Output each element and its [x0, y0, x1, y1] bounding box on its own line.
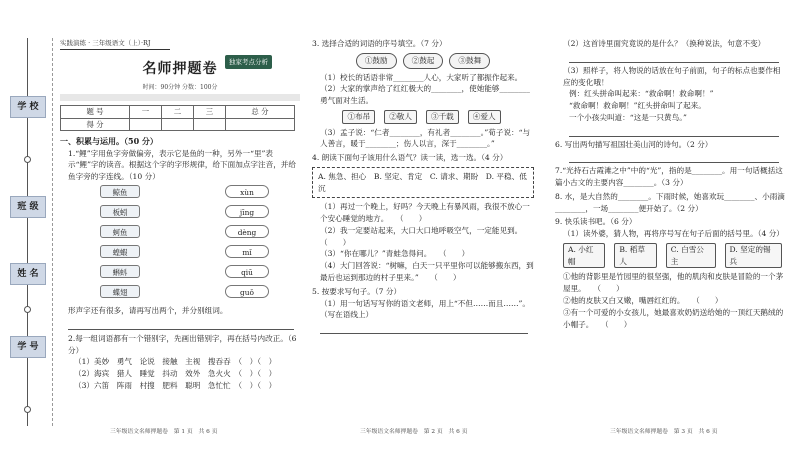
character-scroll[interactable]: 板蚓 [100, 205, 140, 218]
answer-line[interactable] [569, 52, 779, 63]
option-tag[interactable]: ①布吊 [342, 110, 375, 124]
score-table-header-row [61, 106, 295, 118]
example-line: “救命啊！救命啊！”红头拼命叫了起来。 [569, 101, 706, 111]
question-4-item: （3）“你在哪儿？”青蛙急得问。 （ ） [320, 249, 470, 259]
page-footer: 三年级语文名师押题卷 第 2 页 共 6 页 [360, 429, 468, 435]
answer-line[interactable] [569, 152, 779, 163]
score-header-cell: 总 分 [225, 106, 294, 118]
question-5-item: （3）照样子，将人物说的话放在句子前面，句子的标点也要作相应的变化哦！ [563, 65, 781, 87]
meta-bar [60, 94, 300, 101]
score-header-cell: 二 [162, 106, 194, 118]
exam-meta: 时间：90分钟 分数：100分 [142, 84, 218, 92]
question-3-options-2 [312, 110, 534, 124]
score-header-cell: 一 [130, 106, 162, 118]
binding-hole [24, 156, 31, 163]
answer-line[interactable] [68, 319, 294, 330]
question-4-item: （1）再过一个晚上，好吗？今天晚上有暴风雨，我很不放心一个安心睡觉的地方。 （ ） [320, 202, 530, 224]
example-line: 例：红头拼命叫起来：“救命啊！救命啊！” [569, 89, 714, 99]
question-7-text: 7.“光持石古霞滩之中”中的“光”，指的是________。用一句话概括这篇小古文的主要内容________。（3 分） [555, 166, 783, 188]
name-field-label: 姓 名 [10, 263, 46, 285]
page-footer: 三年级语文名师押题卷 第 1 页 共 6 页 [110, 429, 218, 435]
score-table-row [61, 118, 295, 130]
character-scroll[interactable]: 蚵鱼 [100, 225, 140, 238]
school-field-label: 学 校 [10, 96, 46, 118]
question-2-row: （1）美妙 勇气 论说 接触 主视 搜吞吞 （ ）（ ） [74, 357, 277, 367]
question-4-text: 4. 朗读下面句子该用什么语气？读一读，选一选。（4 分） [312, 153, 508, 163]
question-3-item: （3）孟子说：“仁者________，有礼者________。”荀子说：“与人善言，暖于________；伤人以言，深于________。” [320, 127, 531, 149]
question-4-item: （2）我一定要站起来，大口大口地呼吸空气，一定能见到。 （ ） [320, 225, 534, 247]
choice-tag[interactable]: B. 稻草人 [614, 243, 656, 269]
character-scroll[interactable]: 蝌蚪 [100, 265, 140, 278]
score-input-cell[interactable] [225, 118, 294, 130]
page-2-column [312, 38, 534, 336]
character-scroll[interactable]: 蝶翅 [100, 285, 140, 298]
question-4-options-box: A. 焦急、担心 B. 坚定、肯定 C. 请求、期盼 D. 平稳、低沉 [312, 167, 534, 199]
question-9-item: ②他的皮肤又白又嫩，嘴唇红红的。 （ ） [563, 296, 723, 306]
class-field-label: 班 级 [10, 196, 46, 218]
option-tag[interactable]: ②敬人 [384, 110, 417, 124]
question-3-item: （1）校长的话语非常________人心，大家听了都振作起来。 [320, 72, 523, 82]
choice-tag[interactable]: A. 小红帽 [563, 243, 605, 269]
page-title: 名师押题卷 [142, 61, 218, 78]
question-3-text: 3. 选择合适的词语的序号填空。（7 分） [312, 39, 447, 48]
question-8-text: 8. 水，是大自然的________。下雨时候，她喜欢玩________、小雨滴________，一场________便开始了。（2 分） [555, 191, 785, 213]
score-table [60, 105, 295, 131]
student-id-field-label: 学 号 [10, 336, 46, 358]
score-input-cell[interactable] [193, 118, 225, 130]
score-header-cell: 题 号 [61, 106, 130, 118]
question-9-item: ①他的背影里是竹园里的很坚强，他的肌肉和皮肤是冒险的一个茅屋里。 （ ） [563, 272, 784, 294]
question-9-choices [555, 243, 785, 269]
page-footer: 三年级语文名师押题卷 第 3 页 共 6 页 [610, 429, 718, 435]
question-2-row: （3）六笛 阵雨 村搜 肥料 聪明 急忙忙 （ ）（ ） [74, 380, 277, 390]
pinyin-cloud[interactable]: guǒ [225, 285, 269, 298]
question-3-options [312, 53, 534, 69]
answer-line[interactable] [320, 323, 528, 334]
page-1-column [60, 38, 300, 392]
option-cloud[interactable]: ③鼓舞 [449, 53, 490, 69]
question-3-item: （2）大家的掌声给了红红极大的________，使她能够________勇气面对生活。 [320, 84, 530, 106]
series-label: 实践演练 · 三年级语文（上）·RJ [60, 38, 170, 50]
score-header-cell: 三 [193, 106, 225, 118]
choice-tag[interactable]: D. 坚定的锡兵 [725, 243, 782, 269]
option-cloud[interactable]: ①鼓励 [356, 53, 397, 69]
pinyin-cloud[interactable]: qiū [225, 265, 269, 278]
answer-line[interactable] [569, 126, 779, 137]
question-2-row: （2）海宾 猎人 睡觉 抖动 效外 急火火 （ ）（ ） [74, 369, 277, 379]
practice-line: 一个小孩尖叫道：“这是一只黄鸟。” [569, 112, 687, 122]
pinyin-cloud[interactable]: xùn [225, 185, 269, 198]
matching-area [60, 183, 300, 305]
section-heading: 一、积累与运用。（50 分） [60, 136, 158, 147]
question-9-sub: （1）读外婆，猜人物，再将序号写在句子后面的括号里。（4 分） [563, 229, 784, 239]
score-input-cell[interactable] [162, 118, 194, 130]
score-row-label: 得 分 [61, 118, 130, 130]
question-1-text: 1.“鲤”字用鱼字旁做偏旁，表示它是鱼的一种，另外一“里”表示“鲤”字的读音。根据这个字的字形规律，给下面加点字注音，并给鱼字旁的字连线。（10 分） [68, 148, 296, 182]
character-scroll[interactable]: 鲸鱼 [100, 185, 140, 198]
question-2-text: 2.每一组词语都有一个错别字，先画出错别字，再在括号内改正。（6 分） [68, 333, 297, 355]
question-5-item: （2）这首诗里面究竟说的是什么？（换种说法，句意不变） [563, 39, 766, 48]
question-1-tail: 形声字还有很多，请再写出两个，并分别组词。 [68, 305, 228, 315]
title-banner [60, 53, 300, 83]
option-tag[interactable]: ④爱人 [468, 110, 501, 124]
question-4-item: （4）大门回答说：“树嘛，白天一只平里你可以能够搬东西，到最后也运到那边的村子里来。” （ ） [320, 261, 534, 283]
question-5-item: （1）用一句话写写你的语文老师，用上“不但……而且……”。（写在语线上） [320, 298, 531, 320]
question-6-text: 6. 写出两句描写祖国壮美山河的诗句。（2 分） [555, 139, 713, 149]
exam-badge: 独家考点分析 [225, 55, 272, 69]
binding-hole [24, 306, 31, 313]
cut-line [52, 38, 53, 426]
score-input-cell[interactable] [130, 118, 162, 130]
question-5-text: 5. 按要求写句子。（7 分） [312, 286, 402, 296]
page-3-column [555, 38, 785, 330]
option-tag[interactable]: ③千载 [426, 110, 459, 124]
pinyin-cloud[interactable]: dèng [225, 225, 269, 238]
pinyin-cloud[interactable]: mǐ [225, 245, 269, 258]
question-9-text: 9. 快乐读书吧。（6 分） [555, 217, 637, 227]
question-9-item: ③有一个可爱的小女孩儿，她最喜欢奶奶送给她的一顶红天鹅绒的小帽子。 （ ） [563, 307, 784, 329]
binding-strip [0, 38, 60, 426]
pinyin-cloud[interactable]: jīng [225, 205, 269, 218]
choice-tag[interactable]: C. 白雪公主 [666, 243, 716, 269]
option-cloud[interactable]: ②鼓起 [403, 53, 444, 69]
binding-hole [24, 406, 31, 413]
character-scroll[interactable]: 蝗蝦 [100, 245, 140, 258]
